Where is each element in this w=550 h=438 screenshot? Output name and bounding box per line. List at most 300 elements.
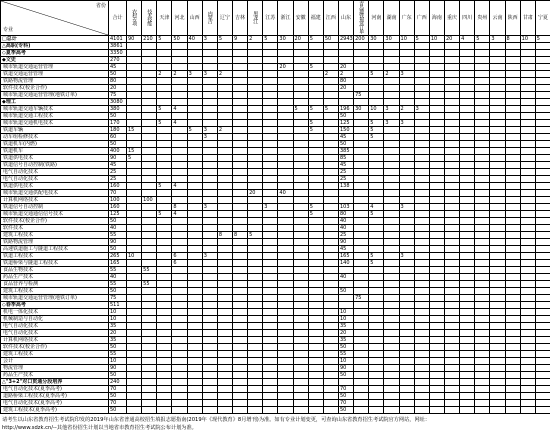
quota-cell xyxy=(505,365,520,372)
quota-cell xyxy=(142,134,157,141)
quota-cell xyxy=(127,141,142,148)
quota-cell xyxy=(490,169,505,176)
quota-cell xyxy=(187,218,202,225)
quota-cell xyxy=(248,407,263,414)
quota-cell xyxy=(127,351,142,358)
quota-cell xyxy=(354,386,369,393)
quota-cell xyxy=(142,225,157,232)
quota-cell xyxy=(127,309,142,316)
quota-cell xyxy=(232,106,247,113)
corner-major-label: 专业 xyxy=(3,27,14,33)
quota-cell xyxy=(142,316,157,323)
quota-cell xyxy=(444,407,459,414)
quota-cell xyxy=(217,407,232,414)
quota-cell: 45 xyxy=(109,64,127,71)
table-row xyxy=(1,393,550,400)
quota-cell xyxy=(429,99,444,106)
quota-cell xyxy=(369,330,384,337)
quota-cell xyxy=(263,211,278,218)
header-col-19 xyxy=(399,1,414,36)
quota-cell xyxy=(127,344,142,351)
quota-cell: 265 xyxy=(109,253,127,260)
quota-cell xyxy=(429,337,444,344)
quota-cell xyxy=(278,400,293,407)
quota-cell xyxy=(263,288,278,295)
quota-cell xyxy=(248,204,263,211)
quota-cell: 5 xyxy=(308,127,323,134)
quota-cell xyxy=(157,239,172,246)
quota-cell xyxy=(217,323,232,330)
quota-cell xyxy=(308,92,323,99)
header-col-6 xyxy=(202,1,217,36)
major-name-cell: △高职(专科) xyxy=(1,43,109,50)
header-col-label: 辽宁 xyxy=(219,15,230,21)
quota-cell xyxy=(142,176,157,183)
quota-cell xyxy=(263,64,278,71)
quota-cell xyxy=(384,99,399,106)
quota-cell xyxy=(293,78,308,85)
quota-cell xyxy=(429,134,444,141)
quota-cell xyxy=(308,232,323,239)
quota-cell: 5 xyxy=(475,36,490,43)
quota-cell xyxy=(308,267,323,274)
quota-cell xyxy=(263,372,278,379)
quota-cell: 5 xyxy=(157,106,172,113)
quota-cell: 75 xyxy=(354,295,369,302)
quota-cell xyxy=(490,386,505,393)
quota-cell xyxy=(278,281,293,288)
quota-cell: 5 xyxy=(248,232,263,239)
quota-cell xyxy=(293,400,308,407)
quota-cell xyxy=(520,127,535,134)
quota-cell: 140 xyxy=(338,260,353,267)
quota-cell xyxy=(187,365,202,372)
header-col-14 xyxy=(323,1,338,36)
quota-cell xyxy=(399,78,414,85)
quota-cell xyxy=(520,183,535,190)
quota-cell xyxy=(384,78,399,85)
quota-cell xyxy=(217,330,232,337)
quota-cell xyxy=(278,351,293,358)
quota-cell xyxy=(127,50,142,57)
quota-cell xyxy=(248,267,263,274)
quota-cell xyxy=(278,302,293,309)
quota-cell xyxy=(460,330,475,337)
quota-cell xyxy=(414,344,429,351)
quota-cell xyxy=(217,190,232,197)
quota-cell xyxy=(520,295,535,302)
quota-cell xyxy=(505,64,520,71)
quota-cell xyxy=(490,407,505,414)
quota-cell xyxy=(369,309,384,316)
quota-cell xyxy=(414,155,429,162)
quota-cell xyxy=(142,218,157,225)
quota-cell xyxy=(520,120,535,127)
quota-cell: 5 xyxy=(414,36,429,43)
table-row xyxy=(1,225,550,232)
header-col-label: 广东 xyxy=(401,15,412,21)
footnote-line-2: http://www.sdzk.cn/--其他省份招生计划以当地省市教育招生考试院公布计划为准。 xyxy=(2,425,197,431)
quota-cell xyxy=(263,57,278,64)
quota-cell xyxy=(475,71,490,78)
table-row xyxy=(1,246,550,253)
quota-cell xyxy=(172,267,187,274)
quota-cell: 2 xyxy=(217,127,232,134)
quota-cell xyxy=(142,183,157,190)
quota-cell xyxy=(263,162,278,169)
quota-cell xyxy=(187,239,202,246)
quota-cell xyxy=(278,337,293,344)
quota-cell xyxy=(490,120,505,127)
quota-cell: 35 xyxy=(338,337,353,344)
quota-cell xyxy=(535,176,550,183)
quota-cell xyxy=(323,64,338,71)
quota-cell xyxy=(263,309,278,316)
quota-cell xyxy=(323,176,338,183)
quota-cell: 5 xyxy=(127,155,142,162)
quota-cell xyxy=(172,232,187,239)
quota-cell xyxy=(202,344,217,351)
quota-cell xyxy=(127,407,142,414)
quota-cell xyxy=(232,183,247,190)
quota-cell xyxy=(248,351,263,358)
quota-cell xyxy=(217,43,232,50)
quota-cell xyxy=(248,253,263,260)
quota-cell xyxy=(263,50,278,57)
quota-cell xyxy=(142,106,157,113)
quota-cell xyxy=(460,64,475,71)
quota-cell xyxy=(217,288,232,295)
quota-cell xyxy=(232,295,247,302)
quota-cell xyxy=(475,169,490,176)
quota-cell xyxy=(369,372,384,379)
quota-cell xyxy=(369,113,384,120)
quota-cell xyxy=(263,127,278,134)
quota-cell xyxy=(384,92,399,99)
quota-cell xyxy=(293,302,308,309)
quota-cell xyxy=(278,260,293,267)
quota-cell: 5 xyxy=(369,253,384,260)
major-name-cell: 电气自动化技术(夏季高考) xyxy=(1,400,109,407)
quota-cell xyxy=(187,337,202,344)
quota-cell xyxy=(475,113,490,120)
header-col-label: 江西 xyxy=(325,15,336,21)
quota-cell xyxy=(505,267,520,274)
quota-cell xyxy=(248,71,263,78)
quota-cell xyxy=(127,260,142,267)
quota-cell xyxy=(429,281,444,288)
quota-cell xyxy=(429,386,444,393)
quota-cell xyxy=(232,246,247,253)
quota-cell xyxy=(293,120,308,127)
quota-cell xyxy=(429,57,444,64)
quota-cell xyxy=(127,78,142,85)
quota-cell xyxy=(232,218,247,225)
header-col-18 xyxy=(384,1,399,36)
quota-cell xyxy=(354,148,369,155)
quota-cell xyxy=(490,92,505,99)
quota-cell xyxy=(399,211,414,218)
quota-cell xyxy=(444,155,459,162)
quota-cell xyxy=(293,85,308,92)
quota-cell xyxy=(520,288,535,295)
quota-cell: 200 xyxy=(354,36,369,43)
quota-cell xyxy=(475,246,490,253)
quota-cell xyxy=(293,239,308,246)
quota-cell xyxy=(414,281,429,288)
table-row xyxy=(1,183,550,190)
quota-cell xyxy=(444,92,459,99)
quota-cell xyxy=(232,211,247,218)
quota-cell: 40 xyxy=(109,274,127,281)
quota-cell xyxy=(293,204,308,211)
quota-cell xyxy=(520,141,535,148)
quota-cell xyxy=(187,120,202,127)
quota-cell xyxy=(142,57,157,64)
quota-cell xyxy=(157,379,172,386)
quota-cell xyxy=(202,225,217,232)
table-row xyxy=(1,141,550,148)
quota-cell xyxy=(444,106,459,113)
quota-cell xyxy=(338,50,353,57)
quota-cell xyxy=(217,225,232,232)
quota-cell xyxy=(187,393,202,400)
quota-cell xyxy=(460,309,475,316)
quota-cell xyxy=(369,393,384,400)
quota-cell xyxy=(308,400,323,407)
quota-cell xyxy=(354,337,369,344)
quota-cell xyxy=(369,232,384,239)
quota-cell xyxy=(172,393,187,400)
header-col-label: 海南 xyxy=(431,15,442,21)
quota-cell xyxy=(444,288,459,295)
quota-cell xyxy=(127,316,142,323)
table-header-row xyxy=(1,1,550,36)
quota-cell xyxy=(535,407,550,414)
quota-cell xyxy=(308,190,323,197)
quota-cell xyxy=(157,190,172,197)
quota-cell xyxy=(217,211,232,218)
quota-cell xyxy=(520,407,535,414)
table-row xyxy=(1,253,550,260)
major-name-cell: 城市轨道交通工程技术 xyxy=(1,113,109,120)
quota-cell xyxy=(535,295,550,302)
quota-cell xyxy=(232,386,247,393)
quota-cell xyxy=(399,246,414,253)
quota-cell xyxy=(475,120,490,127)
quota-cell xyxy=(187,211,202,218)
quota-cell xyxy=(460,316,475,323)
quota-cell xyxy=(369,274,384,281)
quota-cell xyxy=(354,218,369,225)
quota-cell xyxy=(217,99,232,106)
quota-cell xyxy=(323,295,338,302)
quota-cell xyxy=(248,295,263,302)
quota-cell xyxy=(263,106,278,113)
quota-cell xyxy=(399,176,414,183)
table-row xyxy=(1,197,550,204)
quota-cell xyxy=(278,211,293,218)
quota-cell xyxy=(157,43,172,50)
quota-cell xyxy=(520,85,535,92)
quota-cell xyxy=(217,372,232,379)
quota-cell xyxy=(142,302,157,309)
quota-cell xyxy=(354,113,369,120)
table-row xyxy=(1,351,550,358)
quota-cell xyxy=(232,365,247,372)
quota-cell xyxy=(202,50,217,57)
quota-cell xyxy=(414,134,429,141)
quota-cell xyxy=(384,246,399,253)
quota-cell xyxy=(535,393,550,400)
quota-cell xyxy=(384,302,399,309)
quota-cell xyxy=(172,197,187,204)
quota-cell xyxy=(444,134,459,141)
quota-cell xyxy=(535,281,550,288)
quota-cell xyxy=(475,239,490,246)
quota-cell xyxy=(414,127,429,134)
quota-cell xyxy=(323,309,338,316)
quota-cell xyxy=(369,183,384,190)
quota-cell: 45 xyxy=(338,134,353,141)
quota-cell xyxy=(157,309,172,316)
quota-cell xyxy=(490,197,505,204)
quota-cell xyxy=(414,379,429,386)
quota-cell: 90 xyxy=(338,239,353,246)
quota-cell: 10 xyxy=(520,36,535,43)
table-row xyxy=(1,379,550,386)
quota-cell xyxy=(490,253,505,260)
header-col-5 xyxy=(187,1,202,36)
quota-cell xyxy=(217,204,232,211)
quota-cell xyxy=(263,351,278,358)
quota-cell xyxy=(172,337,187,344)
header-col-label: 青岛地铁预选订单 xyxy=(358,1,365,33)
quota-cell xyxy=(248,141,263,148)
quota-cell xyxy=(444,57,459,64)
quota-cell xyxy=(354,344,369,351)
quota-cell xyxy=(399,239,414,246)
quota-cell xyxy=(142,99,157,106)
quota-cell xyxy=(444,309,459,316)
quota-cell xyxy=(414,330,429,337)
quota-cell xyxy=(475,365,490,372)
quota-cell xyxy=(187,379,202,386)
quota-cell xyxy=(444,148,459,155)
quota-cell xyxy=(535,78,550,85)
quota-cell xyxy=(505,309,520,316)
quota-cell xyxy=(414,316,429,323)
diagonal-divider xyxy=(1,1,108,35)
quota-cell xyxy=(127,267,142,274)
quota-cell xyxy=(535,162,550,169)
quota-cell xyxy=(323,358,338,365)
quota-cell xyxy=(232,358,247,365)
quota-cell xyxy=(142,253,157,260)
quota-cell xyxy=(142,379,157,386)
quota-cell xyxy=(384,358,399,365)
quota-cell xyxy=(278,204,293,211)
quota-cell xyxy=(127,225,142,232)
quota-cell xyxy=(142,64,157,71)
quota-cell xyxy=(475,141,490,148)
quota-cell xyxy=(505,190,520,197)
quota-cell xyxy=(142,260,157,267)
quota-cell: 180 xyxy=(109,127,127,134)
quota-cell xyxy=(490,337,505,344)
quota-cell xyxy=(127,99,142,106)
quota-cell xyxy=(490,365,505,372)
quota-cell xyxy=(248,330,263,337)
quota-cell xyxy=(399,141,414,148)
quota-cell xyxy=(475,407,490,414)
quota-cell: 50 xyxy=(109,372,127,379)
quota-cell xyxy=(157,302,172,309)
quota-cell xyxy=(202,57,217,64)
quota-cell: 8 xyxy=(232,232,247,239)
quota-cell xyxy=(308,225,323,232)
quota-cell xyxy=(475,92,490,99)
major-name-cell: 道路桥梁工程技术(夏季高考) xyxy=(1,393,109,400)
quota-cell: 2 xyxy=(248,36,263,43)
quota-cell xyxy=(127,400,142,407)
quota-cell xyxy=(172,176,187,183)
quota-cell xyxy=(308,281,323,288)
table-row xyxy=(1,309,550,316)
quota-cell xyxy=(127,64,142,71)
quota-cell xyxy=(490,176,505,183)
quota-cell xyxy=(217,120,232,127)
quota-cell xyxy=(399,64,414,71)
quota-cell xyxy=(202,407,217,414)
quota-cell xyxy=(520,64,535,71)
quota-cell xyxy=(354,288,369,295)
header-col-label: 内蒙古 xyxy=(206,11,213,23)
quota-cell xyxy=(399,190,414,197)
quota-cell xyxy=(142,386,157,393)
quota-cell xyxy=(399,260,414,267)
quota-cell xyxy=(429,295,444,302)
quota-cell xyxy=(460,176,475,183)
quota-cell xyxy=(460,407,475,414)
quota-cell: 10 xyxy=(338,309,353,316)
quota-cell xyxy=(414,64,429,71)
quota-cell xyxy=(505,141,520,148)
quota-cell xyxy=(535,267,550,274)
quota-cell xyxy=(248,155,263,162)
quota-cell xyxy=(384,316,399,323)
quota-cell xyxy=(354,253,369,260)
quota-cell xyxy=(399,281,414,288)
quota-cell xyxy=(187,246,202,253)
quota-cell xyxy=(232,43,247,50)
quota-cell xyxy=(187,330,202,337)
major-name-cell: 电气自动化技术 xyxy=(1,176,109,183)
quota-cell xyxy=(172,316,187,323)
quota-cell xyxy=(217,337,232,344)
quota-cell xyxy=(127,106,142,113)
header-col-13 xyxy=(308,1,323,36)
quota-cell xyxy=(187,155,202,162)
major-name-cell: 计算机网络技术 xyxy=(1,337,109,344)
quota-cell xyxy=(248,148,263,155)
quota-cell xyxy=(308,386,323,393)
quota-cell xyxy=(505,274,520,281)
quota-cell xyxy=(308,274,323,281)
quota-cell xyxy=(475,281,490,288)
quota-cell: 2 xyxy=(172,71,187,78)
quota-cell xyxy=(354,197,369,204)
